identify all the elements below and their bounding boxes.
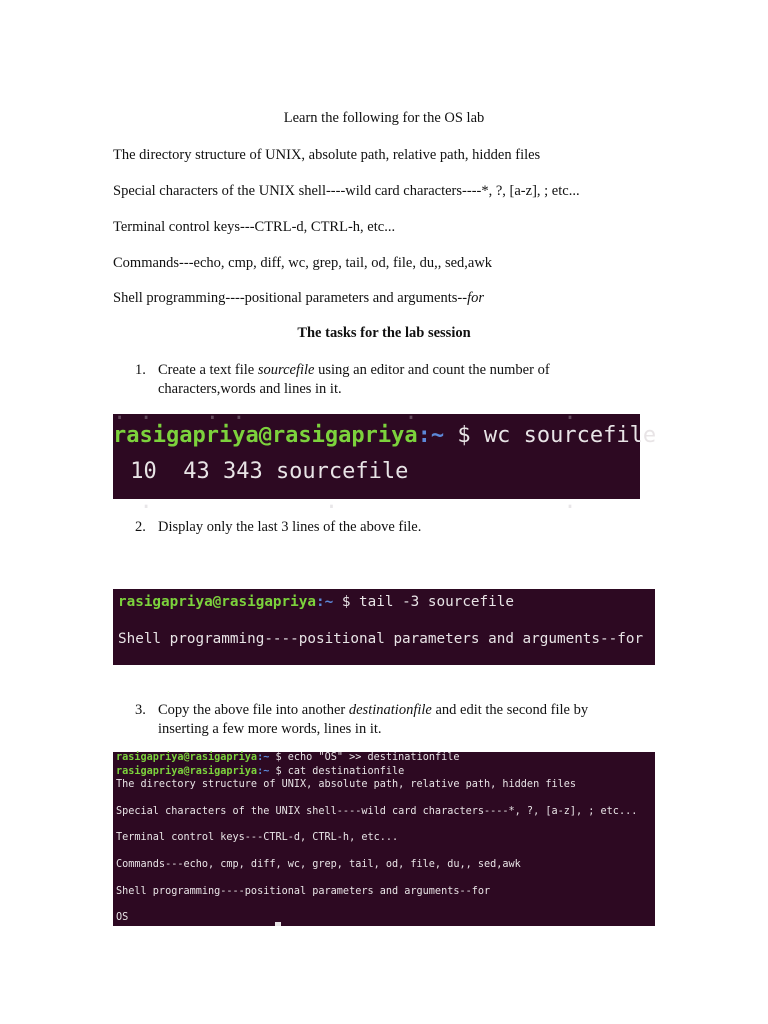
topic-shell-italic: for	[467, 290, 484, 306]
terminal-cursor	[275, 922, 281, 926]
terminal-output-line: Commands---echo, cmp, diff, wc, grep, tail, od, file, du,, sed,awk	[116, 859, 521, 870]
terminal-output-line: Shell programming----positional parameters and arguments--for	[118, 631, 644, 647]
terminal-screenshot-tail	[113, 589, 655, 665]
terminal-output-line: The directory structure of UNIX, absolute path, relative path, hidden files	[116, 779, 577, 790]
topic-special-characters: Special characters of the UNIX shell----wild card characters----*, ?, [a-z], ; etc...	[113, 183, 580, 199]
terminal-output-line: Shell programming----positional parameters and arguments--for	[116, 886, 491, 897]
tasks-heading: The tasks for the lab session	[297, 325, 471, 341]
page-title: Learn the following for the OS lab	[283, 110, 485, 126]
terminal-command-line: rasigapriya@rasigapriya:~ $ cat destinationfile	[116, 766, 405, 777]
terminal-output-line: Terminal control keys---CTRL-d, CTRL-h, etc...	[116, 832, 399, 843]
topic-terminal-keys: Terminal control keys---CTRL-d, CTRL-h, etc...	[113, 219, 396, 235]
terminal-command-line: rasigapriya@rasigapriya:~ $ echo "OS" >> destinationfile	[116, 752, 460, 763]
topic-directory-structure: The directory structure of UNIX, absolute path, relative path, hidden files	[113, 147, 541, 163]
topic-shell-programming	[113, 290, 484, 307]
task-text: Display only the last 3 lines of the above file.	[158, 519, 422, 535]
terminal-command-line: rasigapriya@rasigapriya:~ $ wc sourcefile	[113, 423, 657, 448]
terminal-output-line: Special characters of the UNIX shell----wild card characters----*, ?, [a-z], ; etc...	[116, 806, 638, 817]
topic-shell-text: Shell programming----positional parameters and arguments--	[113, 290, 468, 306]
terminal-screenshot-wc	[113, 400, 657, 514]
task-text: Create a text file sourcefile using an editor and count the number of characters,words and lines in it.	[158, 362, 550, 397]
task-number: 1.	[135, 362, 146, 378]
topic-commands: Commands---echo, cmp, diff, wc, grep, tail, od, file, du,, sed,awk	[113, 255, 493, 271]
terminal-cropped-line: . . . . . .	[113, 400, 577, 425]
task-number: 3.	[135, 702, 146, 718]
terminal-screenshot-cat	[113, 752, 655, 926]
terminal-output-line: 10 43 343 sourcefile	[117, 459, 409, 484]
terminal-output-line: OS	[116, 912, 129, 923]
terminal-command-line: rasigapriya@rasigapriya:~ $ tail -3 sourcefile	[118, 594, 514, 610]
terminal-cropped-line: . . .	[113, 489, 577, 514]
task-text: Copy the above file into another destinationfile and edit the second file by inserting a few more words, lines in it.	[158, 702, 589, 737]
task-number: 2.	[135, 519, 146, 535]
